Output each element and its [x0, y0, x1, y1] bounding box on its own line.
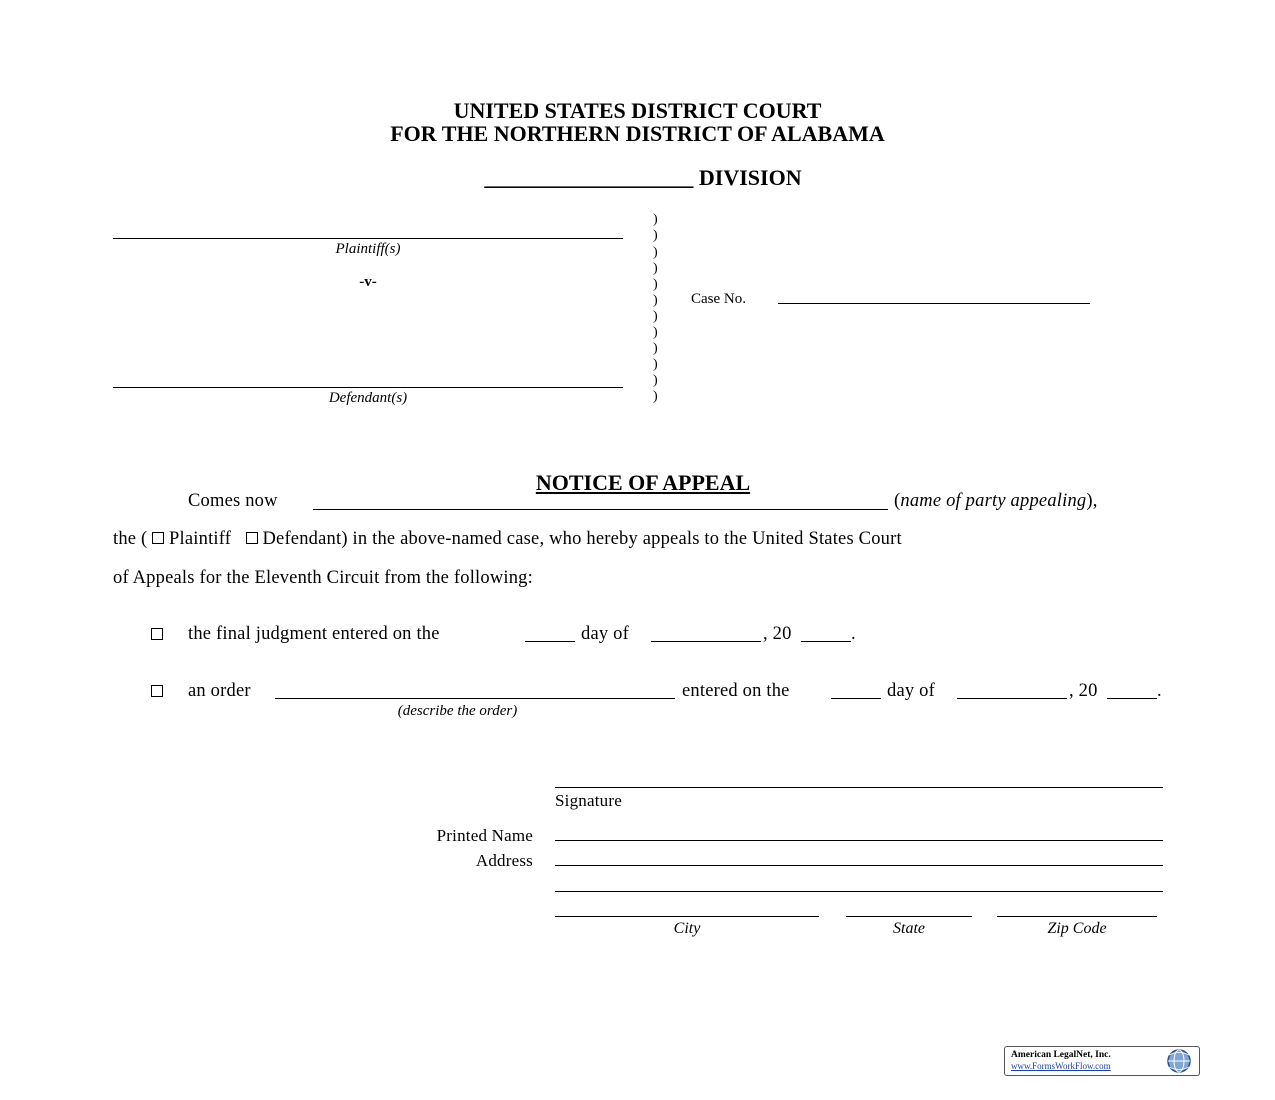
appeals-line: of Appeals for the Eleventh Circuit from the following:	[113, 568, 533, 588]
division-label: DIVISION	[698, 165, 802, 190]
district-name: FOR THE NORTHERN DISTRICT OF ALABAMA	[390, 121, 885, 146]
defendant-option-label: Defendant) in the above-named case, who hereby appeals to the United States Court	[262, 529, 902, 549]
judgment-month-field[interactable]	[651, 641, 761, 642]
city-label: City	[673, 920, 701, 937]
order-month-field[interactable]	[957, 698, 1067, 699]
defendant-label: Defendant(s)	[328, 390, 408, 406]
court-name: UNITED STATES DISTRICT COURT	[453, 98, 822, 123]
paren-8: )	[653, 325, 658, 340]
american-legalnet-logo[interactable]	[1004, 1046, 1200, 1076]
paren-11: )	[653, 373, 658, 388]
address-line-2-field[interactable]	[555, 891, 1163, 892]
plaintiff-checkbox[interactable]	[152, 532, 164, 544]
zip-field[interactable]	[997, 916, 1157, 917]
logo-url[interactable]: www.FormsWorkFlow.com	[1011, 1061, 1111, 1071]
order-year-field[interactable]	[1107, 698, 1157, 699]
paren-5: )	[653, 277, 658, 292]
paren-4: )	[653, 261, 658, 276]
order-year-prefix: , 20	[1069, 681, 1098, 701]
division-blank[interactable]: ___________________	[484, 165, 694, 190]
signature-label: Signature	[555, 791, 622, 810]
notice-title-text: NOTICE OF APPEAL	[535, 470, 751, 495]
plaintiff-label: Plaintiff(s)	[335, 241, 401, 257]
paren-6: )	[653, 293, 658, 308]
comes-now-label: Comes now	[188, 491, 278, 511]
order-day-of: day of	[887, 681, 935, 701]
paren-2: )	[653, 228, 658, 243]
versus-label: -v-	[359, 274, 377, 290]
judgment-year-field[interactable]	[801, 641, 851, 642]
judgment-day-of: day of	[581, 624, 629, 644]
printed-name-label: Printed Name	[436, 826, 533, 845]
order-description-field[interactable]	[275, 698, 675, 699]
order-hint: (describe the order)	[397, 703, 518, 719]
zip-label: Zip Code	[1047, 920, 1107, 937]
logo-company: American LegalNet, Inc.	[1011, 1050, 1111, 1060]
paren-9: )	[653, 341, 658, 356]
paren-12: )	[653, 389, 658, 404]
judgment-day-field[interactable]	[525, 641, 575, 642]
paren-7: )	[653, 309, 658, 324]
paren-1: )	[653, 212, 658, 227]
party-name-field[interactable]	[313, 509, 888, 510]
plaintiff-option-label: Plaintiff	[169, 529, 232, 549]
defendant-line[interactable]	[113, 387, 623, 388]
state-label: State	[893, 920, 925, 937]
judgment-year-label: 20	[772, 624, 792, 644]
address-label: Address	[475, 851, 533, 870]
order-period: .	[1157, 681, 1162, 701]
notice-title	[0, 444, 1275, 496]
judgment-period: .	[851, 624, 856, 644]
printed-name-field[interactable]	[555, 840, 1163, 841]
case-no-field[interactable]	[778, 303, 1090, 304]
order-checkbox-wrap	[151, 684, 163, 702]
address-line-1-field[interactable]	[555, 865, 1163, 866]
globe-icon	[1165, 1048, 1193, 1074]
paren-3: )	[653, 245, 658, 260]
order-text: an order	[188, 681, 251, 701]
order-checkbox[interactable]	[151, 685, 163, 697]
plaintiff-line[interactable]	[113, 238, 623, 239]
defendant-checkbox[interactable]	[246, 532, 258, 544]
order-day-field[interactable]	[831, 698, 881, 699]
city-field[interactable]	[555, 916, 819, 917]
party-hint: (name of party appealing),	[894, 491, 1098, 511]
order-entered-on: entered on the	[682, 681, 790, 701]
final-judgment-checkbox[interactable]	[151, 628, 163, 640]
final-judgment-checkbox-wrap	[151, 627, 163, 645]
role-line	[113, 529, 902, 550]
role-line-prefix: the (	[113, 529, 148, 549]
final-judgment-text: the final judgment entered on the	[188, 624, 440, 644]
party-hint-text: name of party appealing	[900, 491, 1087, 511]
order-year-label: 20	[1078, 681, 1098, 701]
signature-field[interactable]	[555, 787, 1163, 788]
judgment-year-prefix: , 20	[763, 624, 792, 644]
state-field[interactable]	[846, 916, 972, 917]
paren-10: )	[653, 357, 658, 372]
division-line	[0, 145, 1275, 189]
case-no-label: Case No.	[691, 291, 746, 307]
